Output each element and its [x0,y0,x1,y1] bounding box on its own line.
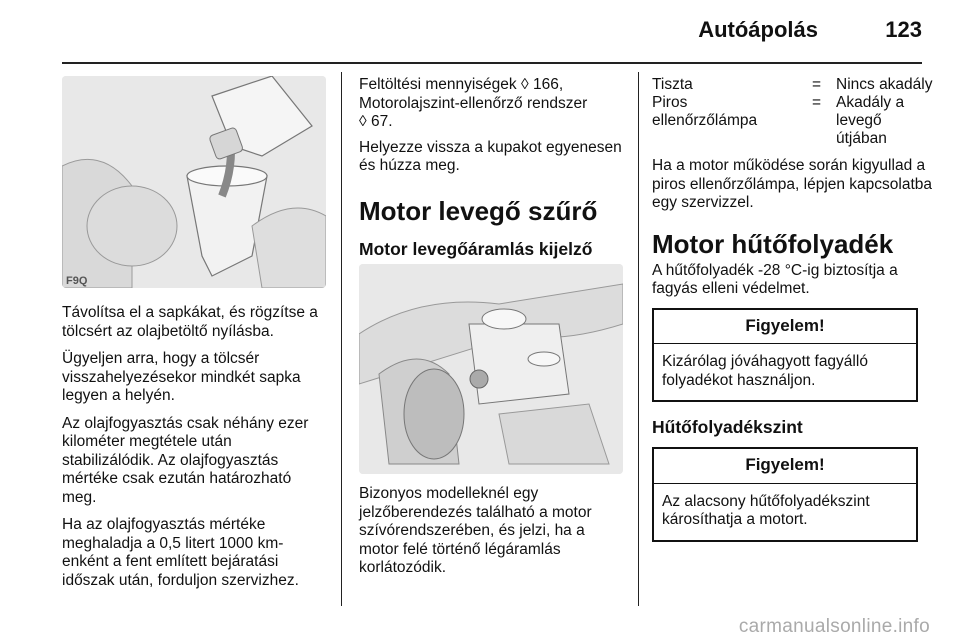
subsection-heading: Motor levegőáramlás kijelző [359,238,593,259]
reference-arrow-icon: ◊ [359,113,367,130]
running-header-title: Autóápolás [698,17,818,42]
section-heading: Motor hűtőfolyadék [652,228,894,259]
oil-funnel-illustration [62,76,326,288]
reference-paragraph [359,76,629,132]
paragraph: Távolítsa el a sapkákat, és rögzítse a tölcsért az olajbetöltő nyílásba. [62,304,318,340]
column-1-text [62,304,324,599]
warning-title: Figyelem! [654,449,916,484]
warning-box [652,308,918,403]
reference-text: Feltöltési mennyiségek [359,76,517,93]
column-3-text [652,76,952,542]
column-2-lower-text [359,485,621,587]
paragraph: Ügyeljen arra, hogy a tölcsér visszahelyezésekor mindkét sapka legyen a helyén. [62,350,301,404]
header-rule [62,62,922,64]
column-divider-1 [341,72,342,606]
table-cell-value: Nincs akadály [836,76,933,93]
warning-box [652,447,918,542]
paragraph: Ha a motor működése során kigyullad a piros ellenőrzőlámpa, lépjen kapcsolatba egy szervizzel. [652,157,933,211]
watermark: carmanualsonline.info [738,616,930,637]
warning-text: Az alacsony hűtőfolyadékszint károsíthatja a motort. [662,492,870,528]
table-cell-label: Piros ellenőrzőlámpa [652,94,758,129]
column-2-text [359,76,629,260]
paragraph: Ha az olajfogyasztás mértéke meghaladja a 0,5 litert 1000 km-enként a fent említett bejáratási időszak után, forduljon szervizhez. [62,516,299,589]
paragraph: Az olajfogyasztás csak néhány ezer kilométer megtétele után stabilizálódik. Az olajfogyasztás mértéke csak ezután határozható meg. [62,414,309,506]
subsection-heading: Hűtőfolyadékszint [652,417,803,437]
reference-arrow-icon: ◊ [520,76,529,93]
section-heading: Motor levegő szűrő [359,195,598,226]
page-number: 123 [885,17,922,42]
reference-text: Motorolajszint-ellenőrző rendszer [359,94,588,112]
page-reference-link[interactable]: 166, [532,76,564,93]
paragraph: Bizonyos modelleknél egy jelzőberendezés található a motor szívórendszerében, és jelzi, ha a motor felé történő légáramlás korlátozódik. [359,485,592,576]
indicator-table [652,76,952,148]
warning-title: Figyelem! [654,310,916,345]
warning-text: Kizárólag jóváhagyott fagyálló folyadékot használjon. [662,353,868,389]
engine-bay-illustration [359,264,623,474]
table-cell-value: Akadály a levegő útjában [836,94,905,147]
table-cell-label: Tiszta [652,76,693,93]
page-reference-link[interactable]: 67. [370,113,393,130]
paragraph: Helyezze vissza a kupakot egyenesen és húzza meg. [359,138,622,174]
paragraph: A hűtőfolyadék -28 °C-ig biztosítja a fagyás elleni védelmet. [652,261,898,297]
table-cell-eq: = [812,94,822,111]
table-cell-eq: = [812,76,822,93]
column-divider-2 [638,72,639,606]
figure-label: F9Q [66,275,88,287]
